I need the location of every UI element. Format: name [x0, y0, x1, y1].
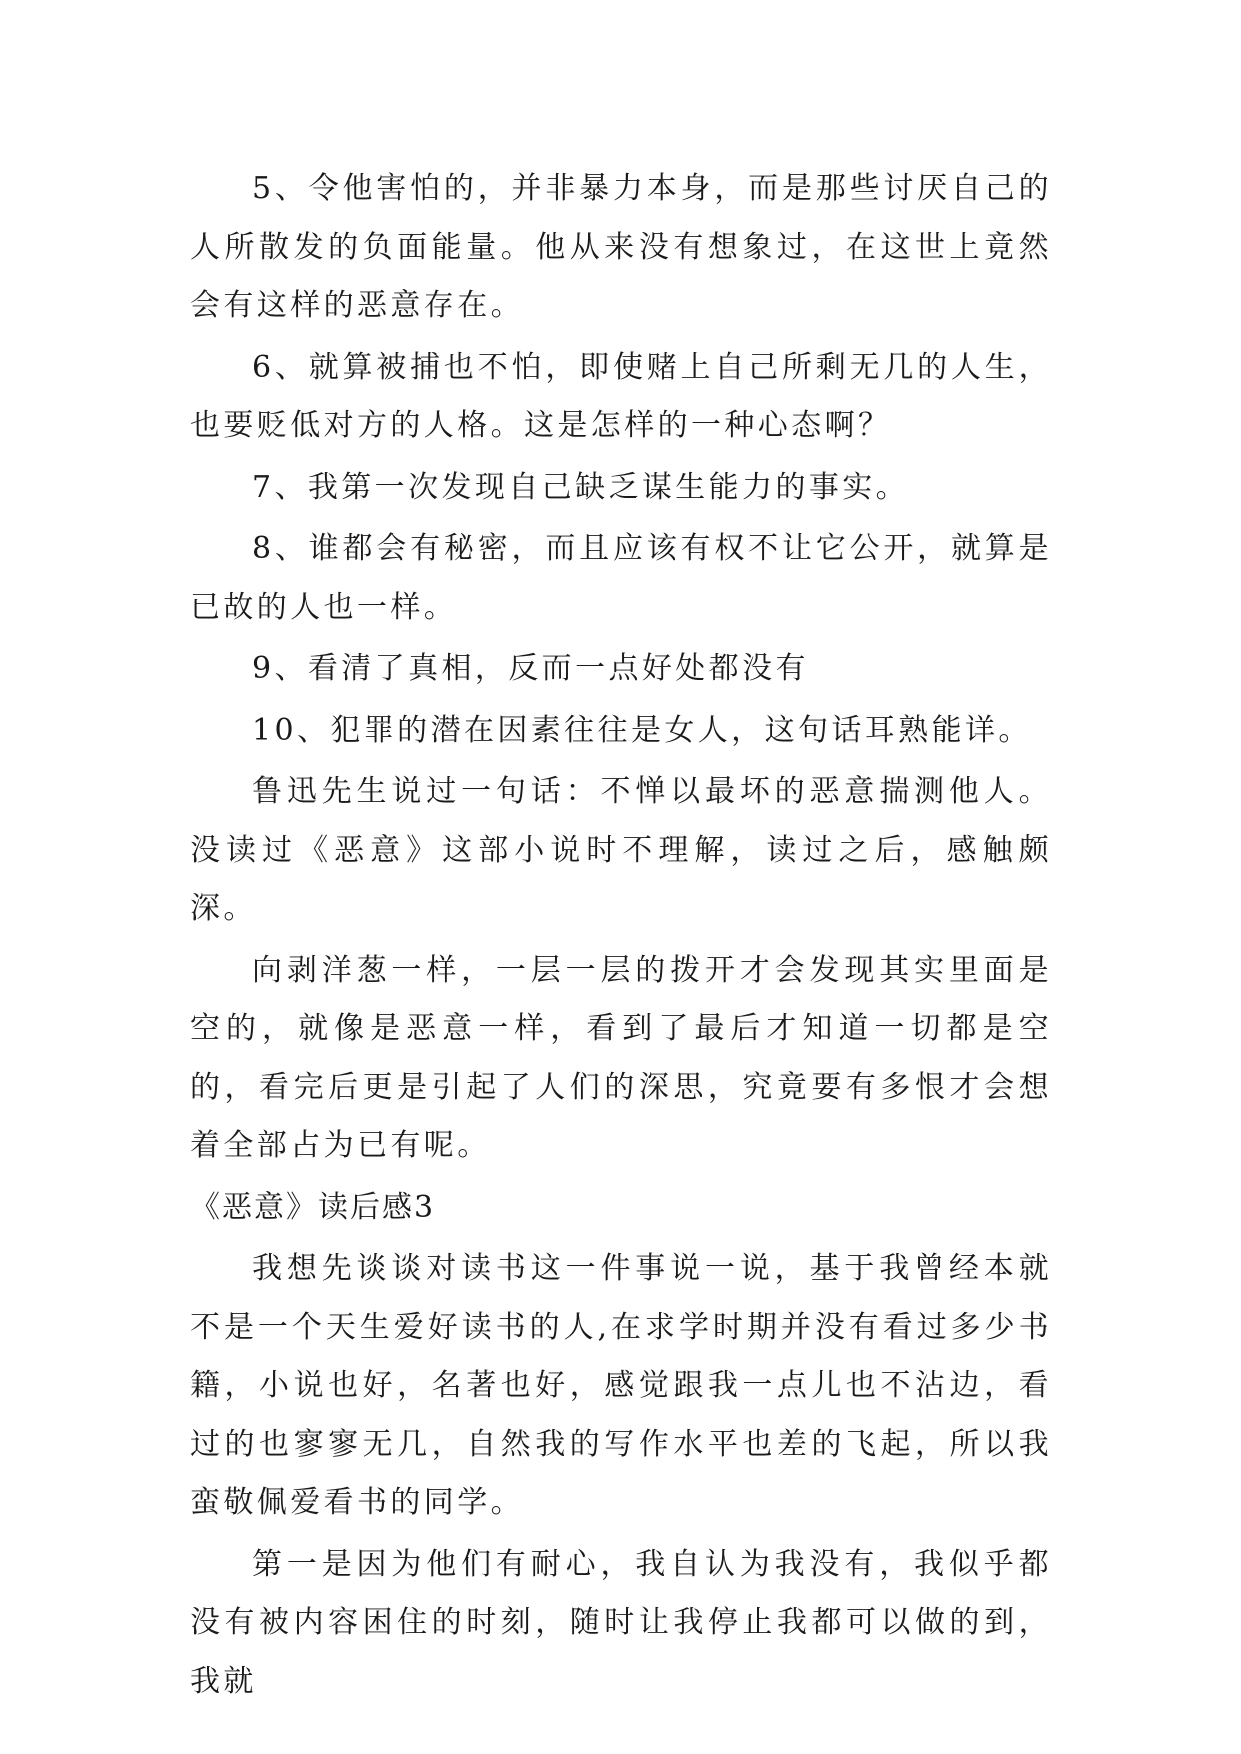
paragraph-quote-9: 9、看清了真相，反而一点好处都没有: [252, 651, 809, 686]
paragraph-quote-7: 7、我第一次发现自己缺乏谋生能力的事实。: [252, 469, 910, 505]
paragraph-onion: 向剥洋葱一样，一层一层的拨开才会发现其实里面是空的，就像是恶意一样，看到了最后才知道一切都是空的，看完后更是引起了人们的深思，究竟要有多恨才会想着全部占为已有呢。: [190, 952, 1052, 1163]
paragraph-quote-5: 5、令他害怕的，并非暴力本身，而是那些讨厌自己的人所散发的负面能量。他从来没有想象过，在这世上竟然会有这样的恶意存在。: [190, 171, 1052, 323]
document-page: [190, 160, 1052, 1714]
section-heading: 《恶意》读后感3: [190, 1189, 436, 1225]
paragraph-luxun: 鲁迅先生说过一句话：不惮以最坏的恶意揣测他人。没读过《恶意》这部小说时不理解，读过之后，感触颇深。: [190, 774, 1052, 926]
paragraph-quote-6: 6、就算被捕也不怕，即使赌上自己所剩无几的人生，也要贬低对方的人格。这是怎样的一种心态啊？: [190, 349, 1052, 443]
paragraph-reading: 我想先谈谈对读书这一件事说一说，基于我曾经本就不是一个天生爱好读书的人,在求学时期并没有看过多少书籍，小说也好，名著也好，感觉跟我一点儿也不沾边，看过的也寥寥无几，自然我的写作水平也差的飞起，所以我蛮敬佩爱看书的同学。: [190, 1251, 1052, 1520]
paragraph-quote-8: 8、谁都会有秘密，而且应该有权不让它公开，就算是已故的人也一样。: [190, 531, 1052, 625]
paragraph-quote-10: 10、犯罪的潜在因素往往是女人，这句话耳熟能详。: [252, 712, 1032, 748]
paragraph-patience: 第一是因为他们有耐心，我自认为我没有，我似乎都没有被内容困住的时刻，随时让我停止我都可以做的到，我就: [190, 1546, 1052, 1699]
